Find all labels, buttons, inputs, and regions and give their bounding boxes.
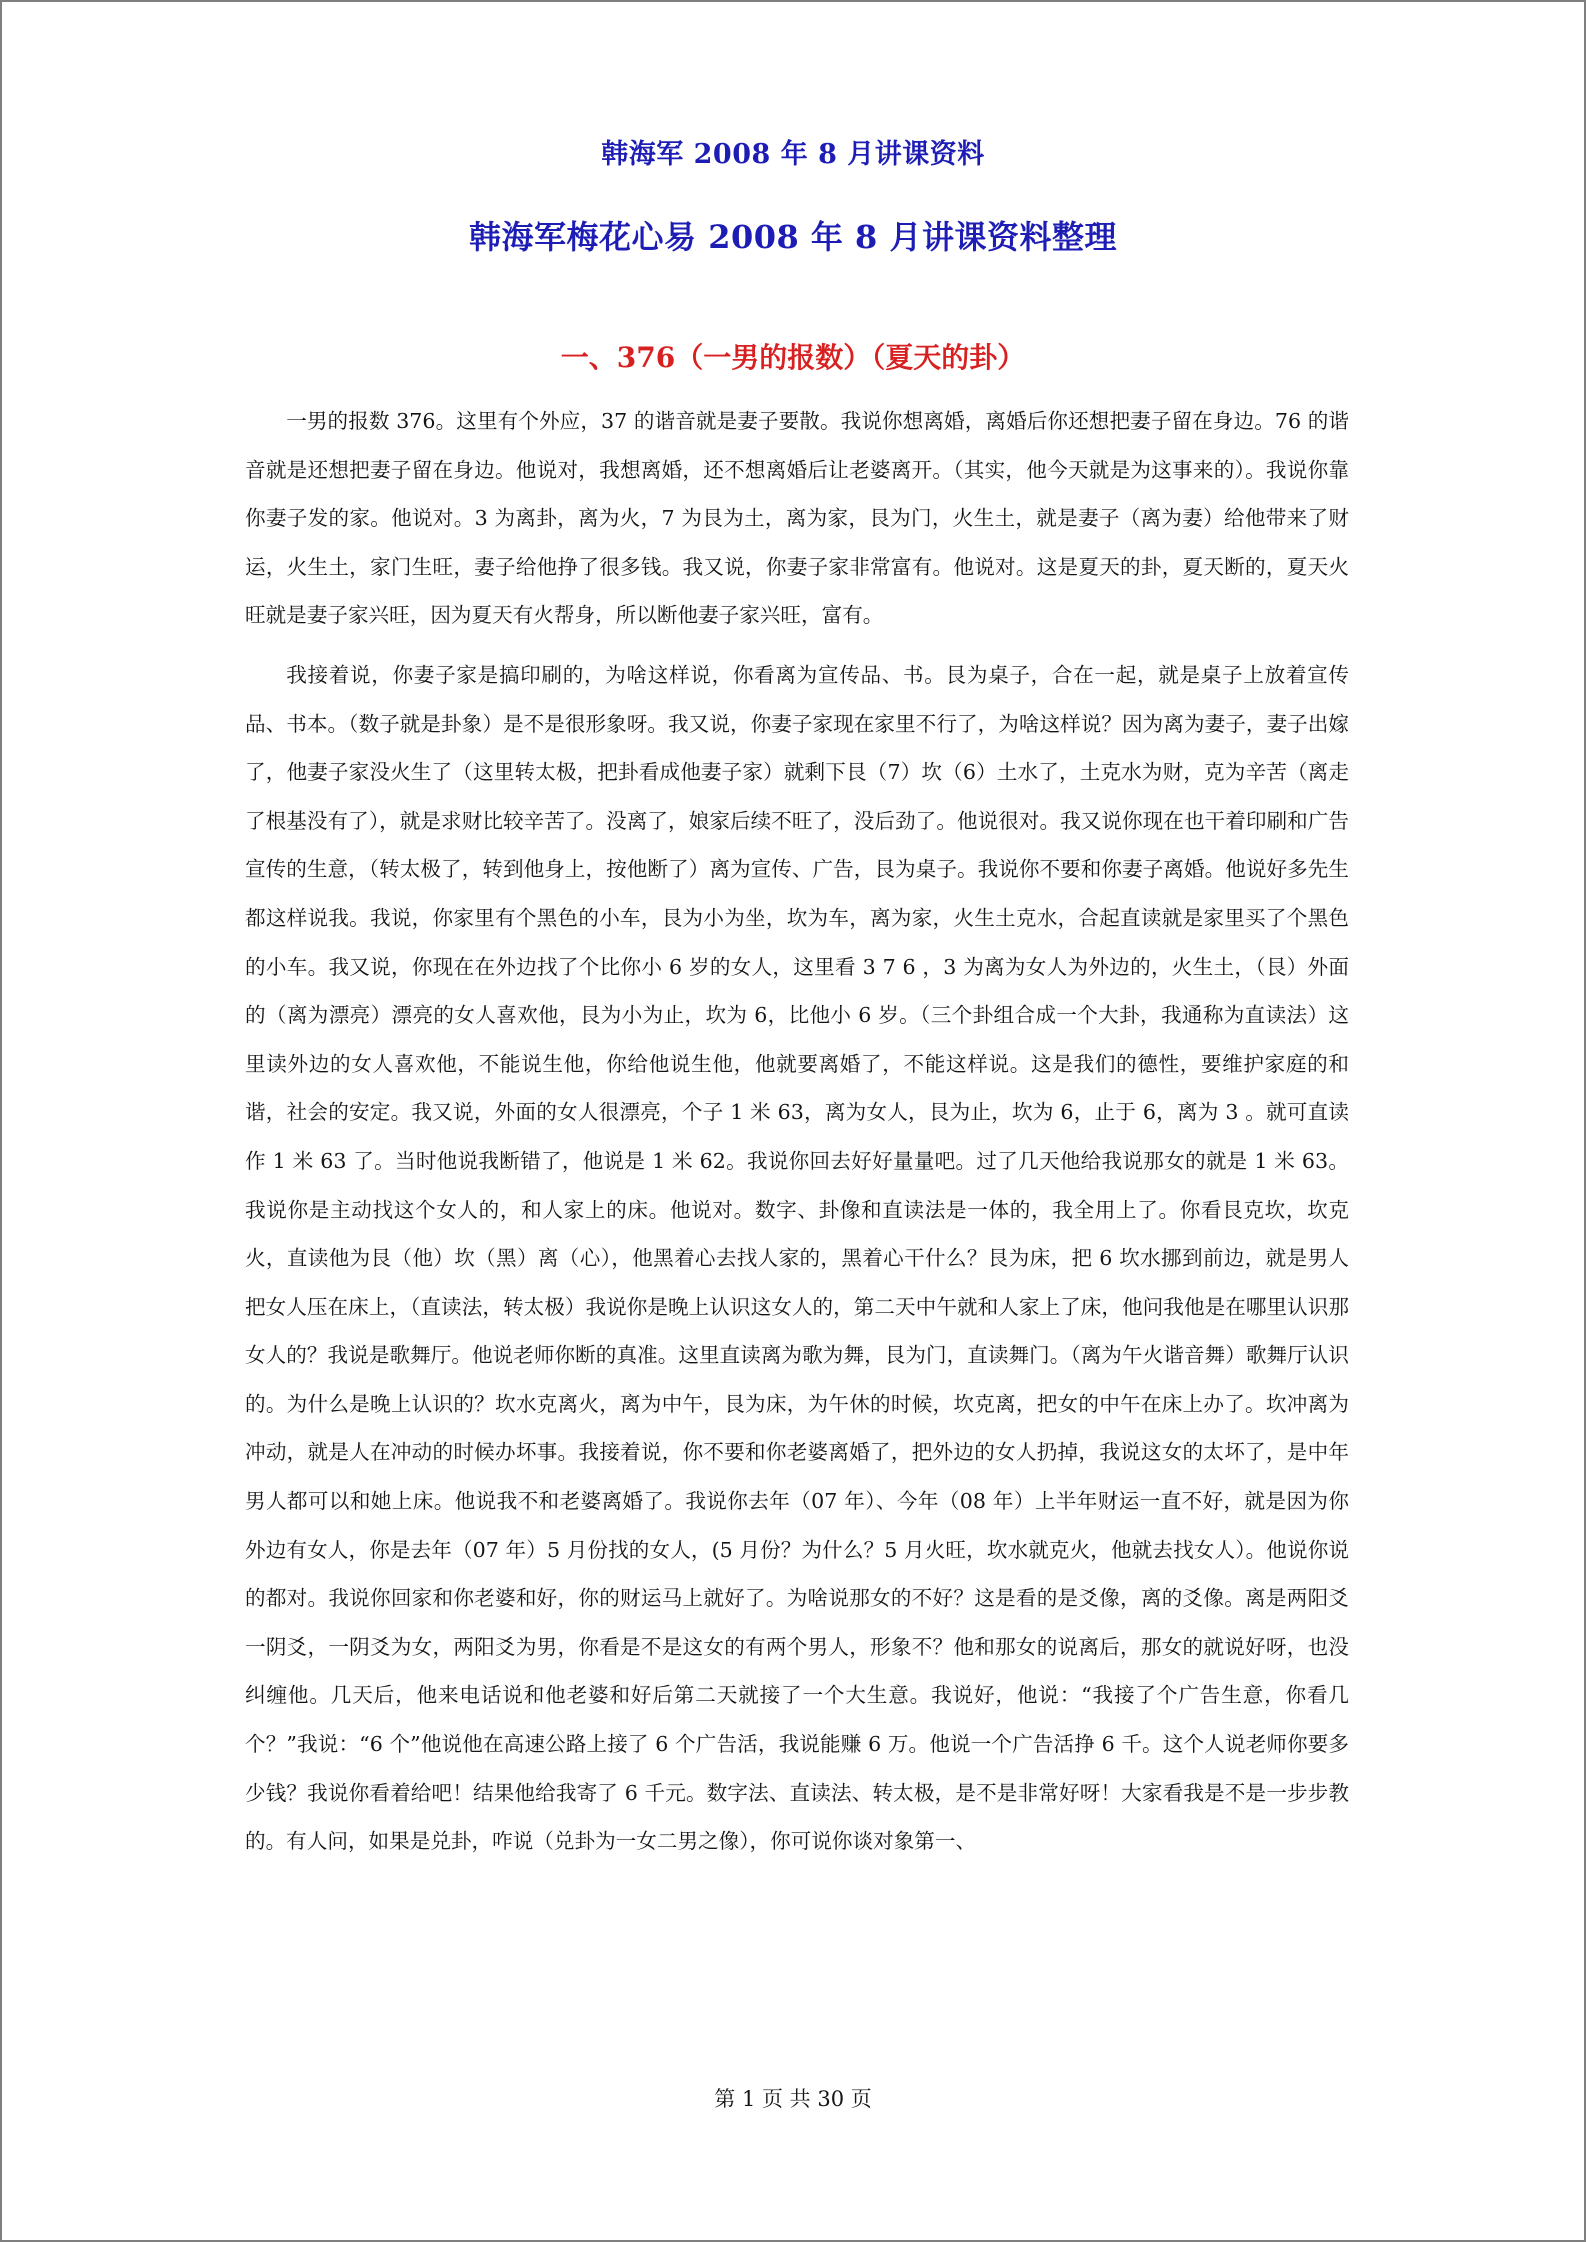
- header-title: 韩海军 2008 年 8 月讲课资料: [601, 139, 985, 170]
- paragraph-1: 一男的报数 376。这里有个外应，37 的谐音就是妻子要散。我说你想离婚，离婚后你还想把妻子留在身边。76 的谐音就是还想把妻子留在身边。他说对，我想离婚，还不想离婚后让老婆离开。（其实，他今天就是为这事来的）。我说你靠你妻子发的家。他说对。3 为离卦，离为火，7 为艮为土，离为家，艮为门，火生土，就是妻子（离为妻）给他带来了财运，火生土，家门生旺，妻子给他挣了很多钱。我又说，你妻子家非常富有。他说对。这是夏天的卦，夏天断的，夏天火旺就是妻子家兴旺，因为夏天有火帮身，所以断他妻子家兴旺，富有。: [245, 409, 1349, 628]
- paragraph-2: 我接着说，你妻子家是搞印刷的，为啥这样说，你看离为宣传品、书。艮为桌子，合在一起，就是桌子上放着宣传品、书本。（数子就是卦象）是不是很形象呀。我又说，你妻子家现在家里不行了，为啥这样说？因为离为妻子，妻子出嫁了，他妻子家没火生了（这里转太极，把卦看成他妻子家）就剩下艮（7）坎（6）土水了，土克水为财，克为辛苦（离走了根基没有了），就是求财比较辛苦了。没离了，娘家后续不旺了，没后劲了。他说很对。我又说你现在也干着印刷和广告宣传的生意，（转太极了，转到他身上，按他断了）离为宣传、广告，艮为桌子。我说你不要和你妻子离婚。他说好多先生都这样说我。我说，你家里有个黑色的小车，艮为小为坐，坎为车，离为家，火生土克水，合起直读就是家里买了个黑色的小车。我又说，你现在在外边找了个比你小 6 岁的女人，这里看 3 7 6 ，3 为离为女人为外边的，火生土，（艮）外面的（离为漂亮）漂亮的女人喜欢他，艮为小为止，坎为 6，比他小 6 岁。（三个卦组合成一个大卦，我通称为直读法）这里读外边的女人喜欢他，不能说生他，你给他说生他，他就要离婚了，不能这样说。这是我们的德性，要维护家庭的和谐，社会的安定。我又说，外面的女人很漂亮，个子 1 米 63，离为女人，艮为止，坎为 6，止于 6，离为 3 。就可直读作 1 米 63 了。当时他说我断错了，他说是 1 米 62。我说你回去好好量量吧。过了几天他给我说那女的就是 1 米 63。我说你是主动找这个女人的，和人家上的床。他说对。数字、卦像和直读法是一体的，我全用上了。你看艮克坎，坎克火，直读他为艮（他）坎（黑）离（心），他黑着心去找人家的，黑着心干什么？艮为床，把 6 坎水挪到前边，就是男人把女人压在床上，（直读法，转太极）我说你是晚上认识这女人的，第二天中午就和人家上了床，他问我他是在哪里认识那女人的？我说是歌舞厅。他说老师你断的真准。这里直读离为歌为舞，艮为门，直读舞门。（离为午火谐音舞）歌舞厅认识的。为什么是晚上认识的？坎水克离火，离为中午，艮为床，为午休的时候，坎克离，把女的中午在床上办了。坎冲离为冲动，就是人在冲动的时候办坏事。我接着说，你不要和你老婆离婚了，把外边的女人扔掉，我说这女的太坏了，是中年男人都可以和她上床。他说我不和老婆离婚了。我说你去年（07 年）、今年（08 年）上半年财运一直不好，就是因为你外边有女人，你是去年（07 年）5 月份找的女人，(5 月份？为什么？5 月火旺，坎水就克火，他就去找女人）。他说你说的都对。我说你回家和你老婆和好，你的财运马上就好了。为啥说那女的不好？这是看的是爻像，离的爻像。离是两阳爻一阴爻，一阴爻为女，两阳爻为男，你看是不是这女的有两个男人，形象不？他和那女的说离后，那女的就说好呀，也没纠缠他。几天后，他来电话说和他老婆和好后第二天就接了一个大生意。我说好，他说：“我接了个广告生意，你看几个？”我说：“6 个”他说他在高速公路上接了 6 个广告活，我说能赚 6 万。他说一个广告活挣 6 千。这个人说老师你要多少钱？我说你看着给吧！结果他给我寄了 6 千元。数字法、直读法、转太极，是不是非常好呀！大家看我是不是一步步教的。有人问，如果是兑卦，咋说（兑卦为一女二男之像），你可说你谈对象第一、: [245, 662, 1349, 1854]
- body-text: [245, 397, 1349, 1866]
- section-heading: 一、376（一男的报数）（夏天的卦）: [560, 341, 1026, 374]
- page-footer: 第 1 页 共 30 页: [714, 2087, 872, 2111]
- main-title: 韩海军梅花心易 2008 年 8 月讲课资料整理: [469, 218, 1117, 256]
